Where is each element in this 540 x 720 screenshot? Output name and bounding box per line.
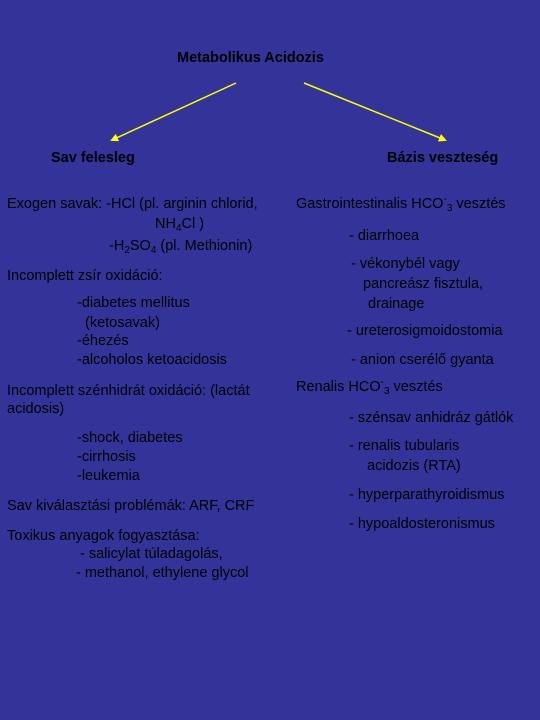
- left-heading: Sav felesleg: [51, 150, 135, 166]
- exogen-methionin: (pl. Methionin): [156, 238, 253, 254]
- exogen-h: -H: [109, 238, 125, 254]
- ren-sub: 3: [383, 386, 390, 397]
- page-title: Metabolikus Acidozis: [177, 50, 324, 66]
- renal-item-1: - szénsav anhidráz gátlók: [349, 410, 514, 426]
- right-heading: Bázis veszteség: [387, 150, 499, 166]
- gi-item-1: - diarrhoea: [349, 228, 420, 244]
- exogen-h-sub: 2: [124, 245, 130, 256]
- carb-item-1: -shock, diabetes: [77, 430, 183, 446]
- exogen-cl: Cl ): [181, 216, 205, 232]
- renal-item-3: - hyperparathyroidismus: [349, 487, 505, 503]
- toxic-heading: Toxikus anyagok fogyasztása:: [7, 528, 200, 544]
- fat-item-3: -éhezés: [77, 333, 129, 349]
- gi-sub: 3: [446, 203, 453, 214]
- exogen-nh-sub: 4: [175, 223, 182, 234]
- gi-heading: [296, 196, 506, 213]
- fat-item-4: -alcoholos ketoacidosis: [77, 352, 227, 368]
- gi-item-3: - ureterosigmoidostomia: [347, 323, 503, 339]
- renal-item-4: - hypoaldosteronismus: [349, 516, 495, 532]
- carb-item-2: -cirrhosis: [77, 449, 136, 465]
- exogen-line-1: Exogen savak: -HCl (pl. arginin chlorid,: [7, 196, 258, 212]
- renal-item-2b: acidozis (RTA): [367, 458, 461, 474]
- gi-sup: -: [443, 194, 447, 205]
- fat-item-1: -diabetes mellitus: [77, 295, 190, 311]
- carb-heading-2: acidosis): [7, 401, 65, 417]
- renal-item-2a: - renalis tubularis: [349, 438, 460, 454]
- gi-hco: Gastrointestinalis HCO: [296, 196, 444, 212]
- gi-item-4: - anion cserélő gyanta: [351, 352, 494, 368]
- exogen-so-sub: 4: [150, 245, 157, 256]
- ren-hco: Renalis HCO: [296, 379, 381, 395]
- ren-vesztes: vesztés: [389, 379, 443, 395]
- toxic-item-2: - methanol, ethylene glycol: [76, 565, 249, 581]
- exogen-line-2: [155, 216, 204, 233]
- carb-item-3: -leukemia: [77, 468, 140, 484]
- toxic-item-1: - salicylat túladagolás,: [80, 546, 223, 562]
- renal-heading: [296, 379, 443, 396]
- exogen-so: SO: [129, 238, 151, 254]
- fat-item-2: (ketosavak): [85, 315, 160, 331]
- gi-item-2b: pancreász fisztula,: [363, 276, 484, 292]
- gi-item-2a: - vékonybél vagy: [351, 256, 460, 272]
- secretion-problems: Sav kiválasztási problémák: ARF, CRF: [7, 498, 255, 514]
- exogen-nh: NH: [155, 216, 176, 232]
- left-arrow: [112, 83, 236, 140]
- gi-vesztes: vesztés: [452, 196, 506, 212]
- right-arrow: [304, 83, 445, 140]
- ren-sup: -: [380, 377, 384, 388]
- fat-heading: Incomplett zsír oxidáció:: [7, 268, 163, 284]
- gi-item-2c: drainage: [368, 296, 425, 312]
- exogen-line-3: [109, 238, 252, 255]
- carb-heading-1: Incomplett szénhidrát oxidáció: (lactát: [7, 383, 250, 399]
